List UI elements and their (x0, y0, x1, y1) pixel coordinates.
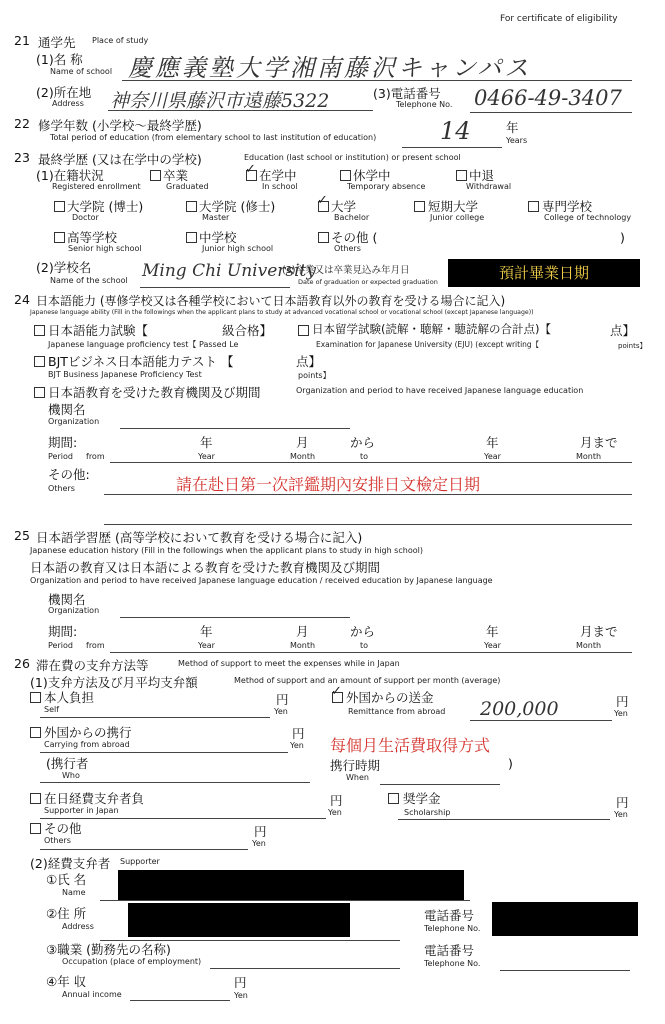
self-yen: 円 (276, 692, 289, 707)
school-address-value[interactable]: 神奈川県藤沢市遠藤5322 (110, 90, 330, 112)
doctor-label-en: Doctor (72, 213, 99, 222)
section-26-title-en: Method of support to meet the expenses while in Japan (178, 659, 400, 668)
from-year-en: Year (198, 452, 215, 461)
school-name-label: (1)名 称 (36, 52, 83, 67)
section-25-number: 25 (14, 528, 30, 543)
section-22-desc: Total period of education (from elementary school to last institution of education) (50, 133, 377, 142)
section-24-title: 日本語能力 (専修学校又は各種学校において日本語教育以外の教育を受ける場合に記入) (36, 294, 506, 308)
to-label-25: to (360, 641, 369, 650)
others-support-yen: 円 (254, 824, 267, 839)
section-25-org-label-en: Organization and period to have received Japanese language education / received education by Japanese language (30, 576, 493, 585)
to-label: to (360, 452, 369, 461)
supporter-address-label: ②住 所 (46, 906, 87, 921)
income-yen: 円 (234, 975, 247, 990)
bjt-checkbox[interactable] (34, 356, 45, 367)
from-year: 年 (200, 435, 213, 450)
kara-label-25: から (350, 624, 376, 639)
withdrawal-checkbox[interactable] (456, 170, 467, 181)
master-checkbox[interactable] (186, 201, 197, 212)
jlpt-grade: 級合格】 (222, 323, 273, 338)
supporter-japan-label: 在日経費支弁者負 (44, 791, 145, 806)
to-month-25-en: Month (576, 641, 602, 650)
bachelor-label-en: Bachelor (334, 213, 370, 222)
self-label-en: Self (44, 705, 60, 714)
from-year-25-en: Year (198, 641, 215, 650)
jlpt-schedule-annotation: 請在赴日第一次評鑑期內安排日文檢定日期 (176, 475, 481, 494)
school-address-label-en: Address (52, 99, 84, 108)
supporter-address-label-en: Address (62, 922, 94, 931)
organization-label-25: 機関名 (48, 592, 86, 607)
supporter-japan-yen-en: Yen (328, 808, 342, 817)
carrier-label: (携行者 (46, 756, 89, 771)
certificate-note: For certificate of eligibility (500, 14, 618, 24)
section-23-title-en: Education (last school or institution) or present school (244, 153, 461, 162)
period-label: 期間: (48, 435, 78, 450)
senior-high-checkbox[interactable] (54, 232, 65, 243)
eju-label-en: Examination for Japanese University (EJU) (except writing【 (316, 340, 540, 349)
others-support-checkbox[interactable] (30, 823, 41, 834)
income-label: ④年 収 (46, 974, 87, 989)
from-month-25: 月 (296, 624, 309, 639)
jp-edu-label-en: Organization and period to have received Japanese language education (296, 386, 584, 395)
section-22-title: 修学年数 (小学校～最終学歴) (38, 118, 202, 133)
to-month-25: 月まで (580, 624, 618, 639)
others-support-label: その他 (44, 821, 82, 836)
carry-checkbox[interactable] (30, 727, 41, 738)
junior-college-checkbox[interactable] (414, 201, 425, 212)
period-label-25-en: Period (48, 641, 73, 650)
from-month: 月 (296, 435, 309, 450)
college-tech-label-en: College of technology (544, 213, 632, 222)
organization-label-25-en: Organization (48, 606, 100, 615)
college-tech-checkbox[interactable] (528, 201, 539, 212)
remittance-yen-en: Yen (614, 709, 628, 718)
school-address-label: (2)所在地 (36, 85, 92, 100)
senior-high-label: 高等学校 (67, 230, 118, 245)
school-tel-value[interactable]: 0466-49-3407 (474, 86, 622, 110)
to-month-en: Month (576, 452, 602, 461)
jp-edu-checkbox[interactable] (34, 387, 45, 398)
section-22-number: 22 (14, 116, 30, 131)
years-unit: 年 (506, 120, 519, 135)
self-checkbox[interactable] (30, 692, 41, 703)
others-label-en: Others (334, 244, 361, 253)
doctor-checkbox[interactable] (54, 201, 65, 212)
occupation-label: ③職業 (勤務先の名称) (46, 942, 171, 957)
graduation-date-annotation: 預計畢業日期 (448, 259, 640, 287)
income-label-en: Annual income (62, 990, 122, 999)
supporter-japan-checkbox[interactable] (30, 793, 41, 804)
to-year-25-en: Year (484, 641, 501, 650)
section-25-title: 日本語学習歴 (高等学校において教育を受ける場合に記入) (36, 530, 363, 545)
organization-label: 機関名 (48, 402, 86, 417)
section-23-number: 23 (14, 150, 30, 165)
scholarship-yen-en: Yen (614, 810, 628, 819)
to-year: 年 (486, 435, 499, 450)
kara-label: から (350, 435, 376, 450)
supporter-japan-yen: 円 (330, 793, 343, 808)
graduated-label-en: Graduated (166, 182, 209, 191)
from-year-25: 年 (200, 624, 213, 639)
carry-yen-en: Yen (290, 741, 304, 750)
from-label: from (86, 452, 105, 461)
years-unit-en: Years (506, 136, 528, 145)
section-26-number: 26 (14, 656, 30, 671)
to-year-25: 年 (486, 624, 499, 639)
organization-line-25[interactable] (120, 617, 350, 618)
graduation-date-label: (3)卒業又は卒業見込み年月日 (282, 265, 410, 276)
absence-label-en: Temporary absence (347, 182, 426, 191)
remittance-value[interactable]: 200,000 (480, 698, 559, 720)
section-21-title: 通学先 (38, 35, 76, 50)
bachelor-label: 大学 (331, 199, 357, 214)
carry-time-label-en: When (346, 773, 369, 782)
master-label-en: Master (202, 213, 230, 222)
remittance-yen: 円 (616, 694, 629, 709)
others-support-label-en: Others (44, 836, 71, 845)
section-25-org-label: 日本語の教育又は日本語による教育を受けた教育機関及び期間 (30, 560, 381, 575)
others-checkbox[interactable] (318, 232, 329, 243)
checkmark-icon: ✓ (317, 193, 328, 208)
junior-college-label-en: Junior college (430, 213, 485, 222)
doctor-label: 大学院 (博士) (67, 199, 144, 214)
eju-points: 点】 (610, 323, 636, 338)
enrollment-label: (1)在籍状況 (36, 168, 104, 183)
occupation-tel-label: 電話番号 (424, 943, 475, 958)
bjt-label-en: BJT Business Japanese Proficiency Test (48, 370, 202, 379)
others-label: その他 ( (331, 230, 378, 245)
supporter-tel-label: 電話番号 (424, 908, 475, 923)
graduated-checkbox[interactable] (150, 170, 161, 181)
senior-high-label-en: Senior high school (68, 244, 142, 253)
others-text-label-en: Others (48, 484, 75, 493)
section-23-title: 最終学歴 (又は在学中の学校) (38, 152, 202, 167)
section-24-desc: Japanese language ability (Fill in the followings when the applicant plans to study at advanced vocational school or vocational school (except Japanese language)) (30, 309, 534, 316)
supporter-label-en: Supporter (120, 857, 160, 866)
withdrawal-label: 中退 (469, 168, 495, 183)
others-paren: ) (620, 230, 625, 245)
junior-high-label: 中学校 (199, 230, 237, 245)
section-21-title-en: Place of study (92, 36, 149, 45)
supporter-tel-label-en: Telephone No. (424, 924, 481, 933)
school-name2-value[interactable]: Ming Chi University (142, 261, 316, 281)
carry-time-paren: ) (508, 756, 513, 771)
support-method-label: (1)支弁方法及び月平均支弁額 (30, 675, 198, 690)
to-month: 月まで (580, 435, 618, 450)
remittance-label: 外国からの送金 (346, 690, 434, 705)
school-name-value[interactable]: 慶應義塾大学湘南藤沢キャンパス (128, 54, 532, 82)
junior-high-checkbox[interactable] (186, 232, 197, 243)
scholarship-label: 奨学金 (403, 791, 441, 806)
from-month-25-en: Month (290, 641, 316, 650)
from-label-25: from (86, 641, 105, 650)
carry-label: 外国からの携行 (44, 725, 132, 740)
master-label: 大学院 (修士) (199, 199, 276, 214)
carry-yen: 円 (292, 726, 305, 741)
jlpt-checkbox[interactable] (34, 325, 45, 336)
in-school-label-en: In school (262, 182, 298, 191)
redacted-supporter-address (128, 903, 350, 937)
enrollment-label-en: Registered enrollment (52, 182, 141, 191)
to-year-en: Year (484, 452, 501, 461)
supporter-japan-label-en: Supporter in Japan (44, 806, 119, 815)
school-name2-label: (2)学校名 (36, 260, 92, 275)
college-tech-label: 専門学校 (542, 199, 593, 214)
graduated-label: 卒業 (163, 168, 189, 183)
school-name-label-en: Name of school (50, 67, 113, 76)
carrier-label-en: Who (62, 771, 80, 780)
carry-label-en: Carrying from abroad (44, 740, 130, 749)
bjt-points-en: points】 (298, 371, 331, 380)
absence-checkbox[interactable] (340, 170, 351, 181)
scholarship-checkbox[interactable] (388, 793, 399, 804)
absence-label: 休学中 (353, 168, 391, 183)
redacted-supporter-name (118, 870, 464, 900)
junior-college-label: 短期大学 (428, 199, 479, 214)
self-label: 本人負担 (44, 690, 95, 705)
in-school-label: 在学中 (259, 168, 297, 183)
section-21-number: 21 (14, 33, 30, 48)
supporter-name-label: ①氏 名 (46, 872, 87, 887)
checkmark-icon: ✓ (331, 684, 342, 699)
carry-time-label: 携行時期 (330, 758, 381, 773)
scholarship-yen: 円 (616, 795, 629, 810)
period-label-25: 期間: (48, 624, 78, 639)
junior-high-label-en: Junior high school (202, 244, 274, 253)
remittance-label-en: Remittance from abroad (348, 707, 446, 716)
supporter-name-label-en: Name (62, 888, 86, 897)
redacted-supporter-tel (492, 902, 638, 936)
years-value[interactable]: 14 (440, 117, 471, 145)
self-yen-en: Yen (274, 707, 288, 716)
occupation-label-en: Occupation (place of employment) (62, 957, 202, 966)
others-text-label: その他: (48, 467, 90, 482)
jp-edu-label: 日本語教育を受けた教育機関及び期間 (48, 385, 261, 400)
checkmark-icon: ✓ (245, 162, 256, 177)
section-24-number: 24 (14, 292, 30, 307)
school-tel-label-en: Telephone No. (396, 100, 453, 109)
income-yen-en: Yen (234, 991, 248, 1000)
living-expenses-annotation: 每個月生活費取得方式 (330, 736, 491, 755)
school-name2-label-en: Name of the school (50, 276, 128, 285)
bjt-points: 点】 (296, 354, 322, 369)
jlpt-label-en: Japanese language proficiency test【 Passed Le (48, 340, 239, 349)
from-month-en: Month (290, 452, 316, 461)
jlpt-label: 日本語能力試験【 (48, 323, 149, 338)
withdrawal-label-en: Withdrawal (466, 182, 512, 191)
occupation-tel-label-en: Telephone No. (424, 959, 481, 968)
bjt-label: BJTビジネス日本語能力テスト 【 (48, 354, 234, 369)
others-support-yen-en: Yen (252, 839, 266, 848)
organization-label-en: Organization (48, 417, 100, 426)
supporter-label: (2)経費支弁者 (30, 856, 111, 871)
organization-line[interactable] (120, 428, 350, 429)
section-26-title: 滞在費の支弁方法等 (36, 658, 149, 673)
eju-checkbox[interactable] (298, 325, 309, 336)
section-25-desc: Japanese education history (Fill in the followings when the applicant plans to study in high school) (30, 546, 423, 555)
eju-label: 日本留学試験(読解・聴解・聴読解の合計点)【 (312, 322, 551, 336)
support-method-label-en: Method of support and an amount of support per month (average) (234, 676, 501, 685)
school-tel-label: (3)電話番号 (373, 86, 441, 101)
graduation-date-label-en: Date of graduation or expected graduation (298, 278, 438, 286)
eju-points-en: points】 (618, 342, 647, 350)
scholarship-label-en: Scholarship (404, 808, 451, 817)
period-label-en: Period (48, 452, 73, 461)
